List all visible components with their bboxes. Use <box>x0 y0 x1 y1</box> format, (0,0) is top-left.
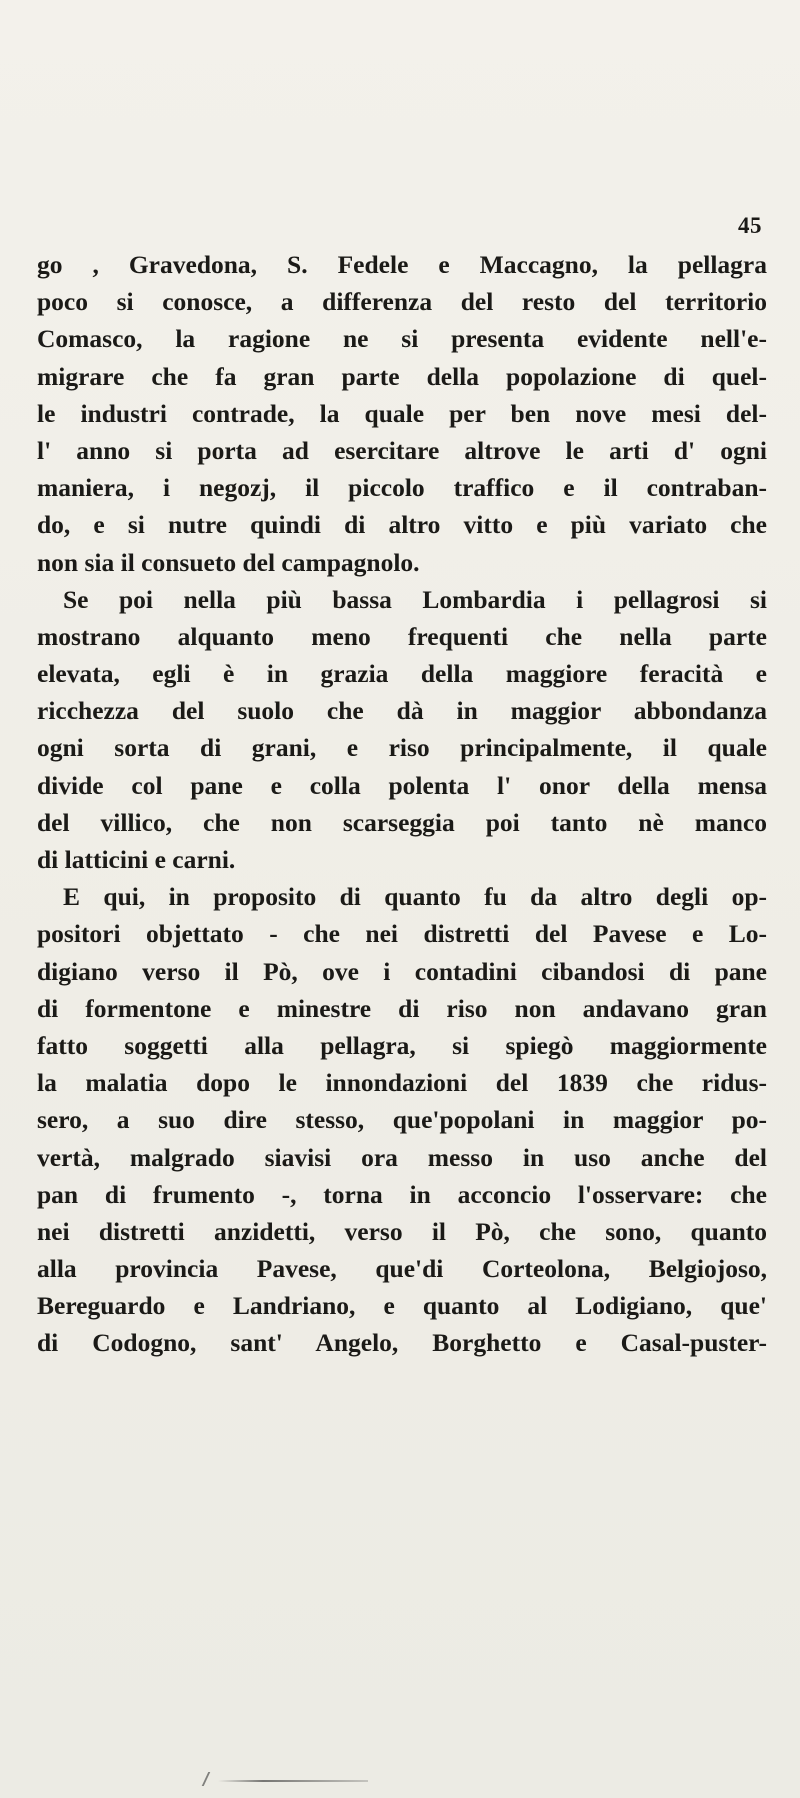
text-line: maniera, i negozj, il piccolo traffico e il contraban- <box>37 473 767 503</box>
scan-mark <box>202 1772 221 1786</box>
text-line: fatto soggetti alla pellagra, si spiegò maggiormente <box>37 1030 767 1060</box>
text-line: ogni sorta di grani, e riso principalmente, il quale <box>37 733 767 763</box>
text-line: elevata, egli è in grazia della maggiore feracità e <box>37 659 767 689</box>
text-line: E qui, in proposito di quanto fu da altro degli op- <box>63 882 767 912</box>
text-line: Comasco, la ragione ne si presenta evidente nell'e- <box>37 324 767 354</box>
text-line: del villico, che non scarseggia poi tanto nè manco <box>37 807 767 837</box>
text-line: Bereguardo e Landriano, e quanto al Lodigiano, que' <box>37 1291 767 1321</box>
text-line: nei distretti anzidetti, verso il Pò, che sono, quanto <box>37 1216 767 1246</box>
text-line: do, e si nutre quindi di altro vitto e più variato che <box>37 510 767 540</box>
text-line: pan di frumento -, torna in acconcio l'osservare: che <box>37 1179 767 1209</box>
text-line: di formentone e minestre di riso non andavano gran <box>37 993 767 1023</box>
text-line: poco si conosce, a differenza del resto del territorio <box>37 287 767 317</box>
text-line: go , Gravedona, S. Fedele e Maccagno, la pellagra <box>37 250 767 279</box>
page-number: 45 <box>738 213 762 238</box>
text-line: la malatia dopo le innondazioni del 1839 che ridus- <box>37 1068 767 1098</box>
text-line: Se poi nella più bassa Lombardia i pellagrosi si <box>63 584 767 614</box>
text-line: le industri contrade, la quale per ben nove mesi del- <box>37 398 767 428</box>
text-line: mostrano alquanto meno frequenti che nella parte <box>37 621 767 651</box>
text-line: positori objettato - che nei distretti del Pavese e Lo- <box>37 919 767 949</box>
text-line: di Codogno, sant' Angelo, Borghetto e Casal-puster- <box>37 1328 767 1358</box>
text-line: non sia il consueto del campagnolo. <box>37 547 420 577</box>
text-line: di latticini e carni. <box>37 845 236 874</box>
text-line: migrare che fa gran parte della popolazione di quel- <box>37 361 767 391</box>
text-line: vertà, malgrado siavisi ora messo in uso anche del <box>37 1142 767 1172</box>
text-line: l' anno si porta ad esercitare altrove le arti d' ogni <box>37 435 767 465</box>
text-line: sero, a suo dire stesso, que'popolani in maggior po- <box>37 1105 767 1135</box>
text-line: ricchezza del suolo che dà in maggior abbondanza <box>37 696 767 726</box>
text-line: divide col pane e colla polenta l' onor della mensa <box>37 770 767 800</box>
text-line: alla provincia Pavese, que'di Corteolona, Belgiojoso, <box>37 1254 767 1284</box>
text-line: digiano verso il Pò, ove i contadini cibandosi di pane <box>37 956 767 986</box>
scan-edge-line <box>218 1780 368 1782</box>
body-text <box>37 246 767 1362</box>
